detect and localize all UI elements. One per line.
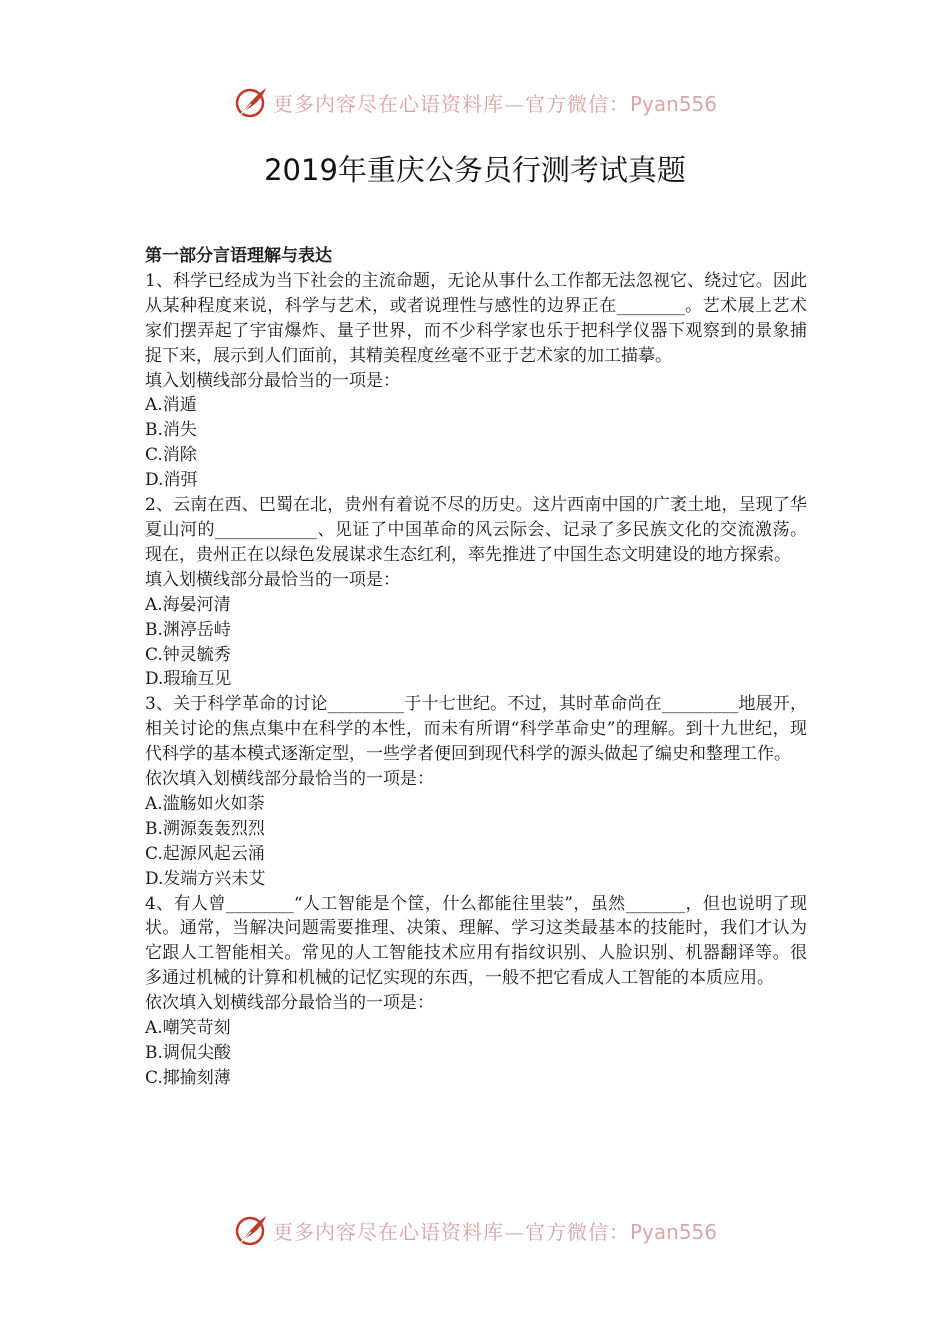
option-d: D.发端方兴未艾 (145, 868, 266, 889)
question-stem: 2、云南在西、巴蜀在北，贵州有着说不尽的历史。这片西南中国的广袤土地，呈现了华夏山河的____________、见证了中国革命的风云际会、记录了多民族文化的交流激荡。现在，贵州正在以绿色发展谋求生态红利，率先推进了中国生态文明建设的地方探索。 (145, 495, 807, 565)
question-1 (145, 269, 807, 493)
option-c: C.揶揄刻薄 (145, 1067, 231, 1088)
header-watermark (0, 82, 950, 122)
watermark-label: 更多内容尽在心语资料库 (272, 91, 504, 116)
watermark-wechat-id: Pyan556 (629, 91, 717, 116)
option-a: A.滥觞如火如荼 (145, 793, 265, 814)
option-c: C.钟灵毓秀 (145, 644, 231, 665)
watermark-separator: — (503, 1219, 525, 1244)
question-prompt: 依次填入划横线部分最恰当的一项是： (145, 769, 434, 790)
question-stem: 4、有人曾________“人工智能是个筐，什么都能往里装”，虽然_______，但也说明了现状。通常，当解决问题需要推理、决策、理解、学习这类最基本的技能时，我们才认为它跟人工智能相关。常见的人工智能技术应用有指纹识别、人脸识别、机器翻译等。很多通过机械的计算和机械的记忆实现的东西，一般不把它看成人工智能的本质应用。 (145, 893, 807, 989)
question-2 (145, 493, 807, 692)
option-b: B.调侃尖酸 (145, 1043, 231, 1063)
question-prompt: 依次填入划横线部分最恰当的一项是： (145, 993, 434, 1014)
quill-logo-icon (233, 1212, 269, 1248)
watermark-suffix: 官方微信： (524, 1219, 630, 1244)
watermark-text (273, 88, 717, 117)
watermark-suffix: 官方微信： (524, 91, 630, 116)
exam-content (145, 244, 807, 1091)
watermark-text (273, 1216, 717, 1245)
option-b: B.渊渟岳峙 (145, 619, 231, 640)
option-b: B.消失 (145, 420, 197, 441)
option-a: A.嘲笑苛刻 (145, 1018, 231, 1039)
section-heading: 第一部分言语理解与表达 (145, 246, 332, 266)
option-c: C.起源风起云涌 (145, 843, 265, 864)
question-prompt: 填入划横线部分最恰当的一项是： (145, 370, 400, 391)
question-prompt: 填入划横线部分最恰当的一项是： (145, 569, 400, 590)
watermark-label: 更多内容尽在心语资料库 (272, 1219, 504, 1244)
question-3 (145, 692, 807, 891)
question-stem: 1、科学已经成为当下社会的主流命题，无论从事什么工作都无法忽视它、绕过它。因此从某种程度来说，科学与艺术，或者说理性与感性的边界正在________。艺术展上艺术家们摆弄起了宇宙爆炸、量子世界，而不少科学家也乐于把科学仪器下观察到的景象捕捉下来，展示到人们面前，其精美程度丝毫不亚于艺术家的加工描摹。 (145, 270, 807, 366)
option-c: C.消除 (145, 445, 197, 466)
option-a: A.海晏河清 (145, 594, 231, 615)
quill-logo-icon (233, 84, 269, 120)
page-title: 2019年重庆公务员行测考试真题 (264, 153, 686, 187)
watermark-separator: — (503, 91, 525, 116)
option-b: B.溯源轰轰烈烈 (145, 818, 265, 839)
watermark-wechat-id: Pyan556 (629, 1219, 717, 1244)
option-d: D.消弭 (145, 470, 198, 491)
option-a: A.消遁 (145, 395, 197, 416)
footer-watermark (0, 1210, 950, 1250)
option-d: D.瑕瑜互见 (145, 669, 232, 690)
question-stem: 3、关于科学革命的讨论_________于十七世纪。不过，其时革命尚在_________地展开，相关讨论的焦点集中在科学的本性，而未有所谓“科学革命史”的理解。到十九世纪，现代科学的基本模式逐渐定型，一些学者便回到现代科学的源头做起了编史和整理工作。 (145, 694, 807, 765)
question-4 (145, 892, 807, 1091)
